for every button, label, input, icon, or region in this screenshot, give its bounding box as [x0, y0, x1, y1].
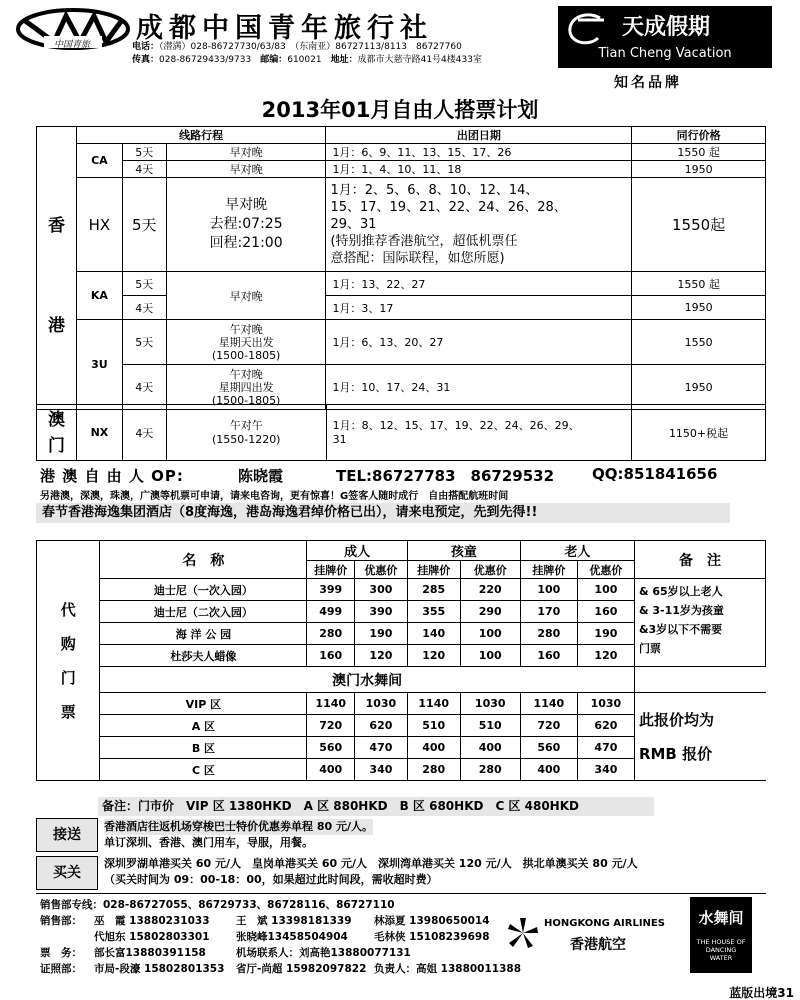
sub-list-price: 挂牌价	[520, 561, 577, 579]
ticket-name: B 区	[100, 737, 307, 759]
text: 证照部：	[40, 963, 82, 975]
text: 香	[47, 216, 65, 237]
table-row	[37, 161, 766, 178]
table-row	[37, 320, 766, 365]
macau-label	[37, 405, 77, 461]
price-cell: 190	[577, 623, 634, 645]
ticket-table	[36, 540, 766, 781]
days: 5天	[122, 272, 166, 296]
text: 张晓峰13458504904	[236, 931, 348, 943]
hk-airlines-logo	[506, 910, 682, 960]
col-name: 名 称	[100, 541, 307, 579]
price-cell: 399	[307, 579, 355, 601]
price: 1550 起	[632, 272, 766, 296]
price-cell: 620	[355, 715, 408, 737]
border-pass-lines	[104, 856, 638, 888]
brand-tag: 知名品牌	[614, 75, 682, 91]
text: 省厅-尚超 15982097822	[236, 963, 367, 975]
price-cell: 470	[355, 737, 408, 759]
text: 林添夏 13980650014	[374, 915, 490, 927]
text: 此报价均为	[638, 710, 714, 729]
company-name: 成都中国青年旅行社	[136, 13, 433, 44]
price-cell: 355	[407, 601, 460, 623]
text: 回程:21:00	[209, 235, 283, 251]
price-cell: 400	[520, 759, 577, 781]
rmb-note	[634, 693, 765, 781]
text: 电话：	[132, 42, 160, 52]
text: 深圳罗湖单港买关 60 元/人 皇岗单港买关 60 元/人 深圳湾单港买关 120 元/人 拱北单澳买关 80 元/人	[104, 857, 638, 870]
ticket-name: 迪士尼（二次入园）	[100, 601, 307, 623]
text: 门	[60, 668, 76, 687]
price-cell: 280	[307, 623, 355, 645]
text: (1500-1805)	[211, 348, 281, 362]
price-cell: 620	[577, 715, 634, 737]
sub-disc-price: 优惠价	[460, 561, 520, 579]
price-cell: 100	[460, 623, 520, 645]
price-cell: 560	[520, 737, 577, 759]
text: DANCING	[705, 946, 737, 954]
text: 购	[60, 634, 76, 653]
price-cell: 170	[520, 601, 577, 623]
company-logo	[14, 6, 132, 52]
price-cell: 100	[577, 579, 634, 601]
price-cell: 290	[460, 601, 520, 623]
text: 15、17、19、21、22、24、26、28、	[330, 200, 567, 215]
dancing-water-logo	[690, 897, 752, 973]
hotel-line: 春节香港海逸集团酒店（8度海逸，港岛海逸君绰价格已出），请来电预定，先到先得!!	[36, 503, 730, 523]
text: 部长富13880391158	[94, 947, 206, 959]
col-remark: 备 注	[634, 541, 765, 579]
text: 巫 霞 13880231033	[94, 915, 210, 927]
dates: 1月：1、4、10、11、18	[326, 161, 632, 178]
macau-route-table	[36, 404, 766, 461]
text: 午对午	[229, 418, 263, 432]
price-cell: 280	[407, 759, 460, 781]
border-pass-label: 买关	[36, 856, 98, 890]
airline-code: NX	[76, 405, 122, 461]
schedule: 早对晚	[166, 272, 326, 320]
transfer-label: 接送	[36, 818, 98, 852]
bauhinia-icon	[506, 916, 540, 950]
text: 31	[332, 432, 347, 446]
price-cell: 285	[407, 579, 460, 601]
dates: 1月：3、17	[326, 296, 632, 320]
door-price-note: 备注：门市价 VIP 区 1380HKD A 区 880HKD B 区 680HKD C 区 480HKD	[98, 797, 654, 816]
text: 王 斌 13398181339	[236, 915, 352, 927]
price-cell: 120	[355, 645, 408, 667]
text: 销售部：	[40, 915, 82, 927]
op-tel: TEL:86727783 86729532	[336, 467, 555, 485]
col-dates: 出团日期	[326, 127, 632, 144]
price-cell: 190	[355, 623, 408, 645]
text: 午对晚	[229, 367, 263, 381]
schedule: 早对晚	[166, 144, 326, 161]
op-label: 港 澳 自 由 人 OP:	[40, 467, 184, 485]
brand-swirl-icon	[564, 10, 608, 50]
text: 29、31	[330, 217, 377, 232]
price: 1950	[632, 365, 766, 410]
plan-title: 2013年01月自由人搭票计划	[261, 98, 539, 122]
macau-show-title: 澳门水舞间	[100, 667, 635, 693]
hk-airlines-en: HONGKONG AIRLINES	[544, 918, 665, 929]
days: 4天	[122, 296, 166, 320]
sub-list-price: 挂牌价	[407, 561, 460, 579]
dancing-cn: 水舞间	[698, 909, 744, 927]
text: 毛林侠 15108239698	[374, 931, 490, 943]
text: 票 务：	[40, 947, 82, 959]
price-cell: 400	[307, 759, 355, 781]
text: 意搭配：国际联程，如您所愿)	[330, 251, 505, 266]
op-qq: QQ:851841656	[592, 465, 718, 483]
price-cell: 499	[307, 601, 355, 623]
price: 1950	[632, 161, 766, 178]
text: 星期天出发	[218, 335, 274, 349]
price-cell: 160	[520, 645, 577, 667]
text: (1550-1220)	[211, 432, 281, 446]
schedule: 早对晚	[166, 161, 326, 178]
footer-contacts	[40, 897, 522, 977]
schedule	[166, 365, 326, 410]
price-cell: 160	[577, 601, 634, 623]
price-cell: 1140	[407, 693, 460, 715]
col-adult: 成人	[307, 541, 407, 561]
contact-block	[132, 41, 482, 67]
text: 票	[60, 702, 76, 721]
ticket-name: 杜莎夫人蜡像	[100, 645, 307, 667]
op-line	[40, 465, 770, 486]
logo-text: 中国青旅	[54, 40, 91, 50]
airline-code: CA	[76, 144, 122, 178]
dates: 1月：13、22、27	[326, 272, 632, 296]
price-cell: 100	[520, 579, 577, 601]
text: 市局-段濠 15802801353	[94, 963, 225, 975]
price-cell: 120	[407, 645, 460, 667]
price-cell: 1030	[577, 693, 634, 715]
price: 1950	[632, 296, 766, 320]
price-cell: 100	[460, 645, 520, 667]
price-cell: 720	[520, 715, 577, 737]
text: 星期四出发	[218, 380, 274, 394]
text: 028-86729433/9733	[159, 55, 252, 65]
text: 610021	[287, 55, 322, 65]
text: 成都市大慈寺路41号4楼433室	[357, 55, 482, 65]
airline-code: 3U	[76, 320, 122, 410]
dates: 1月：6、9、11、13、15、17、26	[326, 144, 632, 161]
days: 5天	[122, 144, 166, 161]
table-row	[37, 296, 766, 320]
route-table	[36, 126, 766, 410]
price-cell: 340	[577, 759, 634, 781]
text: 代旭东 15802803301	[94, 931, 210, 943]
price-cell: 400	[407, 737, 460, 759]
price-cell: 280	[460, 759, 520, 781]
ticket-name: 海 洋 公 园	[100, 623, 307, 645]
days: 4天	[122, 161, 166, 178]
schedule	[166, 178, 326, 272]
price-cell: 140	[407, 623, 460, 645]
divider	[36, 893, 766, 894]
price-cell: 280	[520, 623, 577, 645]
text: & 3-11岁为孩童	[638, 604, 724, 617]
text: 1月：8、12、15、17、19、22、24、26、29、	[332, 418, 580, 432]
text: (1500-1805)	[211, 393, 281, 407]
text: 代	[60, 600, 76, 619]
airline-code: KA	[76, 272, 122, 320]
schedule	[166, 405, 326, 461]
text: 机场联系人：刘高艳13880077131	[236, 947, 411, 959]
days: 4天	[122, 405, 166, 461]
dates	[326, 405, 632, 461]
text: WATER	[709, 954, 733, 962]
col-senior: 老人	[520, 541, 634, 561]
text: 传真：	[132, 55, 160, 65]
ticket-side-label	[37, 541, 100, 781]
table-row	[37, 272, 766, 296]
text: （东南亚）86727113/8113 86727760	[294, 42, 462, 52]
dates: 1月：6、13、20、27	[326, 320, 632, 365]
price-cell: 1140	[520, 693, 577, 715]
table-row	[37, 405, 766, 461]
dates	[326, 178, 632, 272]
note-line: 另港澳，深澳，珠澳，广澳等机票可申请，请来电咨询，更有惊喜！G签客人随时成行 自由搭配航班时间	[40, 491, 509, 502]
brand-cn: 天成假期	[622, 14, 711, 40]
text: 早对晚	[225, 197, 268, 213]
text: RMB 报价	[638, 744, 713, 763]
days: 5天	[122, 320, 166, 365]
text: (特别推荐香港航空，超低机票任	[330, 234, 518, 249]
text: 门票	[638, 642, 661, 655]
text: （潜满）028-86727730/63/83	[159, 42, 286, 52]
hk-airlines-cn: 香港航空	[570, 937, 626, 953]
text: 邮编：	[260, 55, 288, 65]
text: 门	[47, 435, 65, 456]
table-row	[37, 693, 766, 715]
price: 1550	[632, 320, 766, 365]
text: THE HOUSE OF	[696, 938, 746, 946]
price-cell: 1030	[460, 693, 520, 715]
table-row	[37, 178, 766, 272]
text: 负责人：高姐 13880011388	[374, 963, 522, 975]
text: 地址：	[330, 55, 358, 65]
schedule	[166, 320, 326, 365]
text: 去程:07:25	[209, 216, 283, 232]
text: 香港酒店往返机场穿梭巴士特价优惠劵单程 80 元/人。	[104, 820, 373, 833]
ticket-remark	[634, 579, 765, 667]
text: 港	[47, 316, 65, 337]
text: &3岁以下不需要	[638, 623, 723, 636]
dates: 1月：10、17、24、31	[326, 365, 632, 410]
price-cell: 120	[577, 645, 634, 667]
days: 5天	[122, 178, 166, 272]
price-cell: 340	[355, 759, 408, 781]
airline-code: HX	[76, 178, 122, 272]
col-child: 孩童	[407, 541, 520, 561]
price-cell: 390	[355, 601, 408, 623]
price-cell: 510	[460, 715, 520, 737]
price-cell: 1140	[307, 693, 355, 715]
sub-disc-price: 优惠价	[577, 561, 634, 579]
brand-box	[558, 6, 772, 68]
price: 1150+税起	[632, 405, 766, 461]
table-row	[37, 579, 766, 601]
ticket-name: 迪士尼（一次入园）	[100, 579, 307, 601]
ticket-name: A 区	[100, 715, 307, 737]
ticket-name: VIP 区	[100, 693, 307, 715]
price-cell: 470	[577, 737, 634, 759]
col-price: 同行价格	[632, 127, 766, 144]
ticket-name: C 区	[100, 759, 307, 781]
brand-en: Tian Cheng Vacation	[598, 46, 732, 61]
price: 1550 起	[632, 144, 766, 161]
text: 澳	[47, 409, 65, 430]
price-cell: 400	[460, 737, 520, 759]
price: 1550起	[632, 178, 766, 272]
op-name: 陈晓霞	[238, 467, 284, 485]
text: （买关时间为 09：00-18：00，如果超过此时间段，需收超时费）	[104, 873, 438, 886]
page-mark: 蓝版出境31	[729, 986, 794, 1000]
sales-hotline: 销售部专线：028-86727055、86729733、86728116、86727110	[40, 899, 395, 911]
price-cell: 1030	[355, 693, 408, 715]
dancing-en	[690, 938, 752, 962]
price-cell: 220	[460, 579, 520, 601]
text: 1月：2、5、6、8、10、12、14、	[330, 183, 539, 198]
price-cell: 300	[355, 579, 408, 601]
transfer-lines	[104, 819, 373, 851]
price-cell: 510	[407, 715, 460, 737]
text: & 65岁以上老人	[638, 585, 723, 598]
text: 午对晚	[229, 322, 263, 336]
table-row	[37, 144, 766, 161]
sub-disc-price: 优惠价	[355, 561, 408, 579]
col-route: 线路行程	[76, 127, 326, 144]
text: 单订深圳、香港、澳门用车，导服，用餐。	[104, 836, 313, 849]
days: 4天	[122, 365, 166, 410]
price-cell: 560	[307, 737, 355, 759]
price-cell: 720	[307, 715, 355, 737]
price-cell: 160	[307, 645, 355, 667]
hk-label	[37, 144, 77, 410]
sub-list-price: 挂牌价	[307, 561, 355, 579]
table-row	[37, 365, 766, 410]
